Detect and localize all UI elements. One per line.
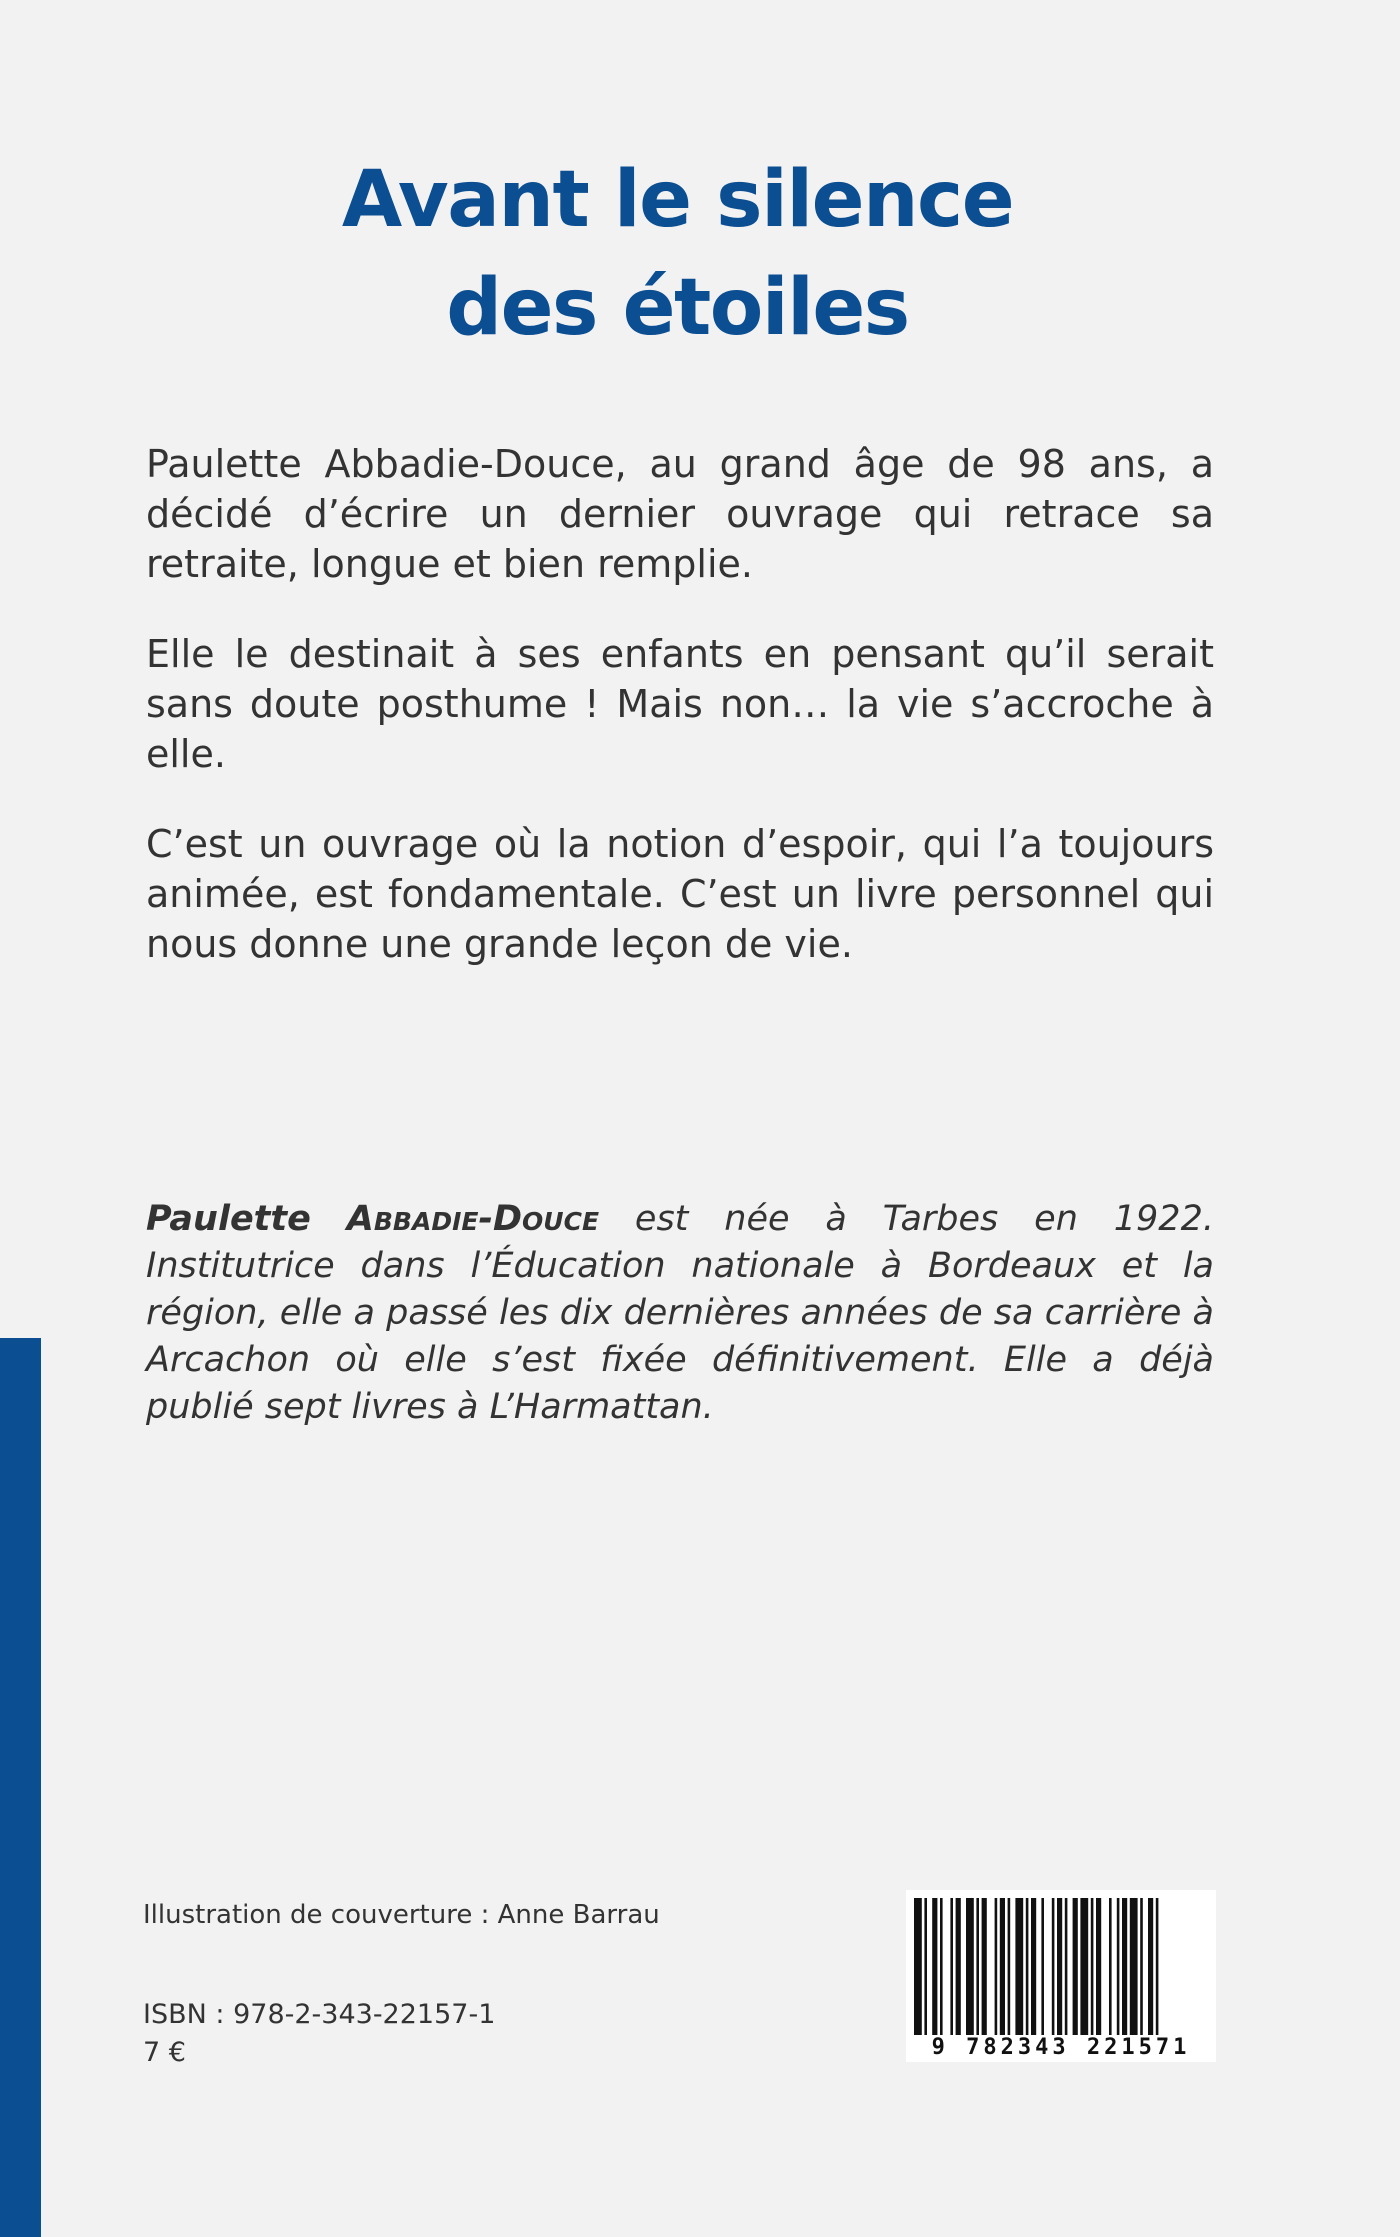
barcode-bar xyxy=(1080,1898,1088,2038)
barcode-bar xyxy=(1148,1898,1153,2038)
barcode-bar xyxy=(940,1898,943,2038)
barcode-bar xyxy=(1008,1898,1011,2038)
author-bio xyxy=(146,1196,1214,1431)
barcode-bar xyxy=(1091,1898,1094,2038)
barcode-digits: 9 782343 221571 xyxy=(906,2035,1216,2060)
barcode-bar xyxy=(1073,1898,1078,2038)
book-title-line1: Avant le silence xyxy=(341,155,1014,245)
barcode-bar xyxy=(1130,1898,1138,2038)
barcode-bar xyxy=(995,1898,998,2038)
synopsis-paragraph-1: Paulette Abbadie-Douce, au grand âge de 98 ans, a décidé d’écrire un dernier ouvrage qui retrace sa retraite, longue et bien remplie. xyxy=(146,442,1214,586)
barcode-bar xyxy=(1096,1898,1101,2038)
barcode-bar xyxy=(1156,1898,1159,2038)
barcode-bar xyxy=(924,1898,927,2038)
book-title-line2: des étoiles xyxy=(446,263,909,353)
synopsis-paragraph-2: Elle le destinait à ses enfants en pensant qu’il serait sans doute posthume ! Mais non… la vie s’accroche à elle. xyxy=(146,632,1214,776)
author-first-name: Paulette xyxy=(146,1199,311,1239)
isbn-price-block xyxy=(143,1996,495,2072)
synopsis xyxy=(146,439,1214,1009)
barcode-bar xyxy=(1140,1898,1143,2038)
price: 7 € xyxy=(143,2037,186,2068)
barcode-bar xyxy=(1117,1898,1120,2038)
barcode-bar xyxy=(1026,1898,1029,2038)
barcode-bar xyxy=(1031,1898,1036,2038)
barcode-bar xyxy=(1109,1898,1112,2038)
barcode-bar xyxy=(1041,1898,1044,2038)
barcode-bar xyxy=(1065,1898,1068,2038)
barcode-bar xyxy=(1052,1898,1055,2038)
barcode-bar xyxy=(1122,1898,1127,2038)
barcode-bar xyxy=(914,1898,922,2038)
barcode-bar xyxy=(966,1898,974,2038)
barcode-bar xyxy=(950,1898,953,2038)
barcode-bar xyxy=(982,1898,987,2038)
author-bio-text: est née à Tarbes en 1922. Institutrice dans l’Éducation nationale à Bordeaux et la région, elle a passé les dix dernières années de sa carrière à Arcachon où elle s’est fixée définitivement. Elle a déjà publié sept livres à L’Harmattan. xyxy=(146,1199,1214,1427)
barcode-bar xyxy=(1057,1898,1062,2038)
barcode-bar xyxy=(1015,1898,1023,2038)
barcode-bar xyxy=(976,1898,979,2038)
synopsis-paragraph-3: C’est un ouvrage où la notion d’espoir, qui l’a toujours animée, est fondamentale. C’est un livre personnel qui nous donne une grande leçon de vie. xyxy=(146,822,1214,966)
isbn-number: ISBN : 978-2-343-22157-1 xyxy=(143,1999,496,2030)
author-last-name: Abbadie-Douce xyxy=(346,1199,600,1239)
illustration-credit: Illustration de couverture : Anne Barrau xyxy=(143,1900,660,1930)
barcode-bar xyxy=(932,1898,937,2038)
spine-accent-bar xyxy=(0,1338,41,2237)
book-title xyxy=(140,146,1215,362)
barcode-bar xyxy=(956,1898,961,2038)
barcode-bar xyxy=(1000,1898,1005,2038)
isbn-barcode xyxy=(906,1890,1216,2062)
